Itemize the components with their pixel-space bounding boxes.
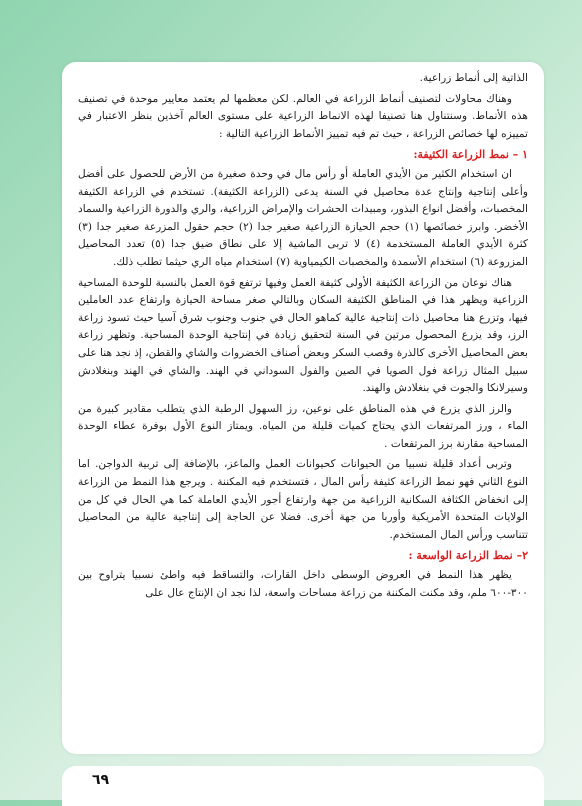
paragraph-extensive-definition: يظهر هذا النمط في العروض الوسطى داخل القارات، والتساقط فيه واطئ نسبيا يتراوح بين ٣٠٠-٦٠٠ ملم، وقد مكنت المكننة من زراعة مساحات واسعة، لذا نجد ان الإنتاج عال على (78, 569, 528, 599)
paragraph-rice-types: والرز الذي يزرع في هذه المناطق على نوعين، رز السهول الرطبة الذي يتطلب مقادير كبيرة من الماء ، ورز المرتفعات الذي يحتاج كميات قليلة من المياه. ويمتاز النوع الأول بوفرة عطاء الوحدة المساحية مقارنة برز المرتفعات . (78, 402, 528, 450)
page-card (62, 62, 544, 754)
page-content (62, 62, 544, 602)
paragraph-intensive-definition: ان استخدام الكثير من الأيدي العاملة أو رأس مال في وحدة صغيرة من الأرض للحصول على أفضل وأعلى إنتاجية وإنتاج عدة محاصيل في السنة يدعى (الزراعة الكثيفة). تستخدم في الزراعة الكثيفة المخصبات، وأفضل انواع البذور، ومبيدات الحشرات والإمراض الزراعية، والري والدورة الزراعية والسماد الأخضر. وابرز خصائصها (١) حجم الحيازة الزراعية صغير جدا (٢) حجم حقول المزرعة صغير جدا (٣) كثرة الأيدي العاملة المستخدمة (٤) لا تربى الماشية إلا على نطاق ضيق جدا (٥) تعدد المحاصيل المزروعة (٦) استخدام الأسمدة والمخصبات الكيمياوية (٧) استخدام مياه الري حيثما تطلب ذلك. (78, 167, 528, 268)
paragraph-intensive-types: هناك نوعان من الزراعة الكثيفة الأولى كثيفة العمل وفيها ترتفع قوة العمل بالنسبة للوحدة المساحية الزراعية ويظهر هذا في المناطق الكثيفة السكان وبالتالي صغر مساحة الحيازة وارتفاع عدد العاملين فيها، وتزرع هنا محاصيل ذات إنتاجية عالية كماهو الحال في جنوب وجنوب شرق آسيا حيث تسود زراعة الرز، وقد يزرع المحصول مرتين في السنة لتحقيق زيادة في إنتاجية الوحدة المساحية. وتظهر زراعة بعض المحاصيل الأخرى كالذرة وقصب السكر وبعض أصناف الخضروات والشاي والقطن، إذ نجد هنا على سبيل المثال زراعة فول الصويا في الصين والفول السوداني في الهند. والشاي في الهند وبنغلادش وسيرلانكا والجوت في بنغلادش والهند. (78, 276, 528, 395)
heading-extensive-farming: ٢– نمط الزراعة الواسعة : (408, 549, 528, 563)
heading-intensive-farming: ١ – نمط الزراعة الكثيفة: (413, 148, 528, 162)
paragraph-capital-intensive: وتربى أعداد قليلة نسبيا من الحيوانات كحيوانات العمل والماعز، بالإضافة إلى تربية الدواجن. اما النوع الثاني فهو نمط الزراعة كثيفة رأس المال ، فتستخدم فيه المكننة . ويرجع هذا النمط من الزراعة إلى انخفاض الكثافة السكانية الزراعية من جهة وارتفاع أجور الأيدي العاملة كما هي الحال في كل من الولايات المتحدة الأمريكية وأوربا من جهة أخرى. فضلا عن الحاجة إلى إنتاجية عالية من المحاصيل تتناسب ورأس المال المستخدم. (78, 458, 528, 541)
footer-bar (62, 766, 544, 806)
paragraph-classification-attempts: وهناك محاولات لتصنيف أنماط الزراعة في العالم. لكن معظمها لم يعتمد معايير موحدة في تصنيف هذه الأنماط. وسنتناول هنا تصنيفا لهذه الانماط الزراعية على مستوى العالم آخذين بنظر الاعتبار في تمييزه لها خصائص الزراعة ، حيث تم فيه تمييز الأنماط الزراعية التالية : (78, 92, 528, 140)
paragraph-intro-fragment: الذاتية إلى أنماط زراعية. (419, 72, 528, 84)
page-number: ٦٩ (92, 772, 110, 788)
